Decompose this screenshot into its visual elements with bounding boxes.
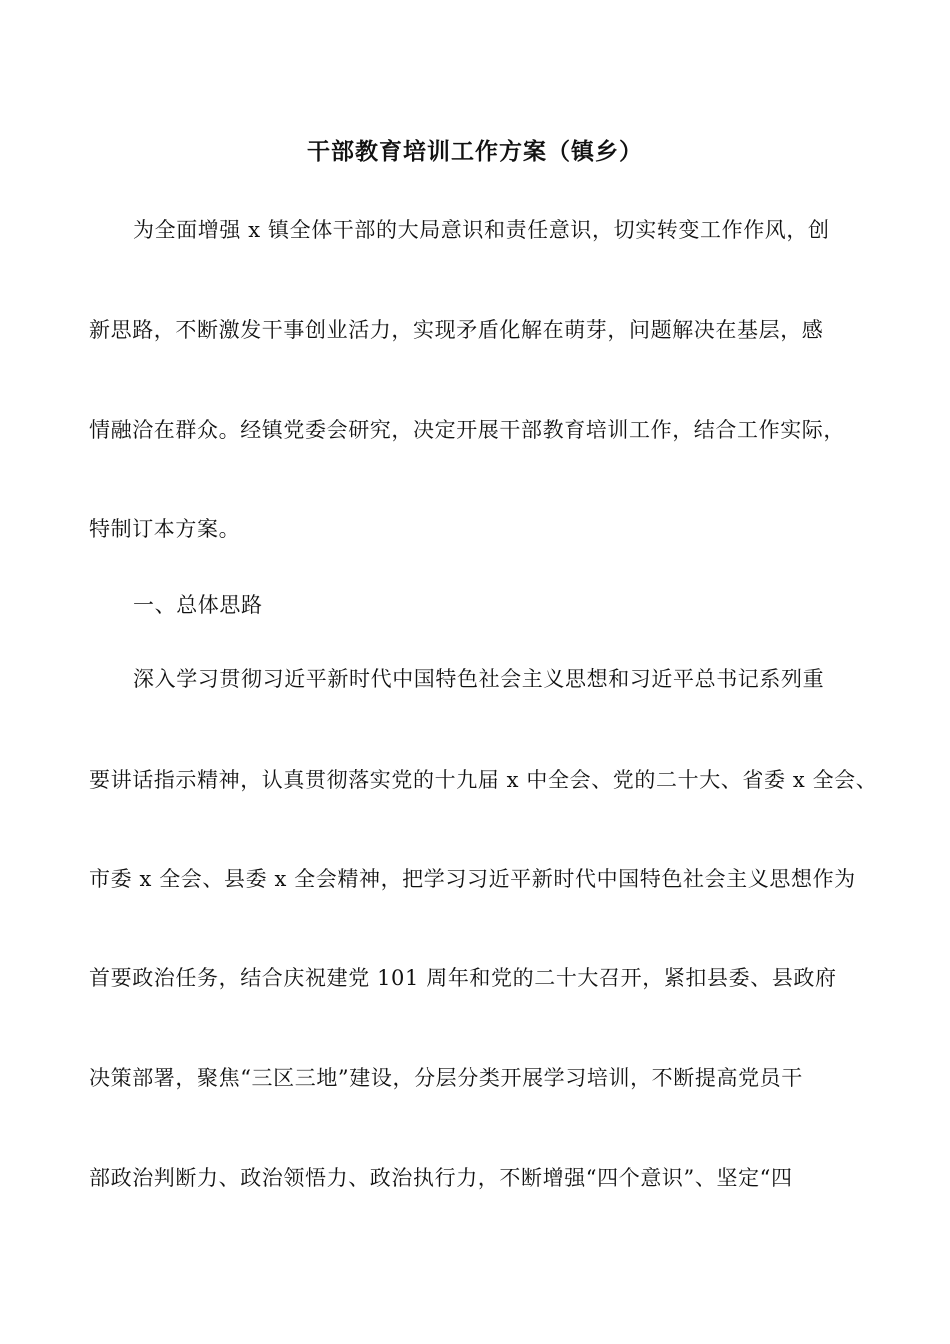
paragraph-intro-line-4: 特制订本方案。 <box>89 517 241 541</box>
paragraph-intro-line-3: 情融洽在群众。经镇党委会研究，决定开展干部教育培训工作，结合工作实际， <box>89 418 845 442</box>
section-heading-1: 一、总体思路 <box>133 593 263 617</box>
paragraph-section1-line-6: 部政治判断力、政治领悟力、政治执行力，不断增强“四个意识”、坚定“四 <box>89 1166 793 1190</box>
paragraph-section1-line-4: 首要政治任务，结合庆祝建党 101 周年和党的二十大召开，紧扣县委、县政府 <box>89 966 837 990</box>
paragraph-section1-line-2: 要讲话指示精神，认真贯彻落实党的十九届 x 中全会、党的二十大、省委 x 全会、 <box>89 768 878 792</box>
paragraph-section1-line-3: 市委 x 全会、县委 x 全会精神，把学习习近平新时代中国特色社会主义思想作为 <box>89 867 856 891</box>
paragraph-intro-line-2: 新思路，不断激发干事创业活力，实现矛盾化解在萌芽，问题解决在基层，感 <box>89 318 824 342</box>
paragraph-section1-line-1: 深入学习贯彻习近平新时代中国特色社会主义思想和习近平总书记系列重 <box>133 667 825 691</box>
paragraph-intro-line-1: 为全面增强 x 镇全体干部的大局意识和责任意识，切实转变工作作风，创 <box>133 218 830 242</box>
paragraph-section1-line-5: 决策部署，聚焦“三区三地”建设，分层分类开展学习培训，不断提高党员干 <box>89 1066 803 1090</box>
document-title: 干部教育培训工作方案（镇乡） <box>307 138 643 165</box>
